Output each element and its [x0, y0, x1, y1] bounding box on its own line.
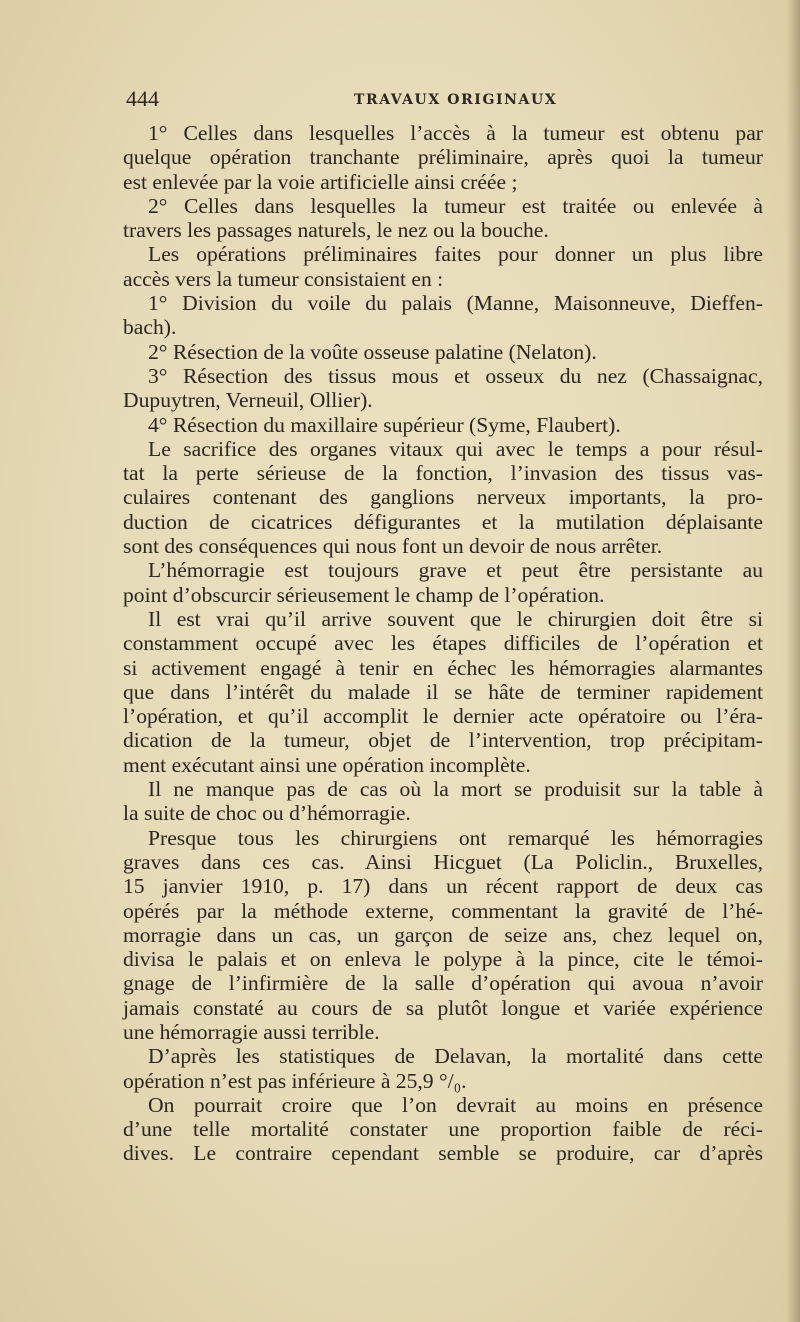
text-line: une hémorragie aussi terrible. [123, 1019, 380, 1044]
page-number: 444 [126, 86, 159, 111]
text-line: culaires contenant des ganglions nerveux importants, la pro- [123, 485, 763, 510]
text-line: accès vers la tumeur consistaient en : [123, 266, 444, 291]
text-line: On pourrait croire que l’on devrait au moins en présence [148, 1092, 763, 1117]
text-line: 15 janvier 1910, p. 17) dans un récent rapport de deux cas [123, 874, 763, 899]
text-line: quelque opération tranchante préliminaire, après quoi la tumeur [123, 145, 763, 170]
text-line: jamais constaté au cours de sa plutôt longue et variée expérience [123, 995, 763, 1020]
text-line: L’hémorragie est toujours grave et peut être persistante au [148, 558, 763, 583]
text-line: dives. Le contraire cependant semble se produire, car d’après [123, 1141, 763, 1166]
text-line: 3° Résection des tissus mous et osseux du nez (Chassaignac, [148, 363, 763, 388]
text-line: Il ne manque pas de cas où la mort se produisit sur la table à [148, 777, 763, 802]
text-line: d’une telle mortalité constater une proportion faible de réci- [123, 1117, 763, 1142]
text-line: l’opération, et qu’il accomplit le dernier acte opératoire ou l’éra- [123, 704, 763, 729]
text-line: 2° Résection de la voûte osseuse palatine (Nelaton). [148, 339, 597, 364]
text-line: divisa le palais et on enleva le polype à la pince, cite le témoi- [123, 947, 763, 972]
text-line: Les opérations préliminaires faites pour donner un plus libre [148, 242, 763, 267]
text-line: gnage de l’infirmière de la salle d’opération qui avoua n’avoir [123, 971, 763, 996]
text-line: dication de la tumeur, objet de l’intervention, trop précipitam- [123, 728, 763, 753]
running-head [126, 80, 762, 120]
text-line: opération n’est pas inférieure à 25,9 °/₀. [123, 1068, 467, 1093]
text-line: 2° Celles dans lesquelles la tumeur est traitée ou enlevée à [148, 193, 763, 218]
text-line: D’après les statistiques de Delavan, la mortalité dans cette [148, 1044, 763, 1069]
text-line: sont des conséquences qui nous font un devoir de nous arrêter. [123, 534, 663, 559]
text-line: constamment occupé avec les étapes difficiles de l’opération et [123, 631, 763, 656]
text-line: tat la perte sérieuse de la fonction, l’invasion des tissus vas- [123, 461, 763, 486]
text-line: bach). [123, 315, 177, 340]
text-line: 4° Résection du maxillaire supérieur (Syme, Flaubert). [148, 412, 621, 437]
text-line: Dupuytren, Verneuil, Ollier). [123, 388, 373, 413]
text-line: opérés par la méthode externe, commentant la gravité de l’hé- [123, 898, 763, 923]
text-line: ment exécutant ainsi une opération incomplète. [123, 752, 531, 777]
text-line: morragie dans un cas, un garçon de seize ans, chez lequel on, [123, 922, 763, 947]
page-edge-shadow [786, 0, 800, 1322]
text-line: Il est vrai qu’il arrive souvent que le chirurgien doit être si [148, 606, 763, 631]
text-line: Le sacrifice des organes vitaux qui avec le temps a pour résul- [148, 436, 763, 461]
running-title: TRAVAUX ORIGINAUX [354, 92, 558, 108]
text-line: que dans l’intérêt du malade il se hâte de terminer rapidement [123, 679, 763, 704]
body-text [123, 121, 763, 1166]
text-line: graves dans ces cas. Ainsi Hicguet (La Policlin., Bruxelles, [123, 849, 763, 874]
text-line: la suite de choc ou d’hémorragie. [123, 801, 411, 826]
text-line: 1° Division du voile du palais (Manne, Maisonneuve, Dieffen- [148, 291, 763, 316]
text-line: est enlevée par la voie artificielle ainsi créée ; [123, 169, 518, 194]
text-line: point d’obscurcir sérieusement le champ de l’opération. [123, 582, 605, 607]
text-line: travers les passages naturels, le nez ou la bouche. [123, 218, 549, 243]
text-line: duction de cicatrices défigurantes et la mutilation déplaisante [123, 509, 763, 534]
text-line: Presque tous les chirurgiens ont remarqué les hémorragies [148, 825, 763, 850]
text-line: si activement engagé à tenir en échec les hémorragies alarmantes [123, 655, 763, 680]
text-line: 1° Celles dans lesquelles l’accès à la tumeur est obtenu par [148, 121, 763, 145]
